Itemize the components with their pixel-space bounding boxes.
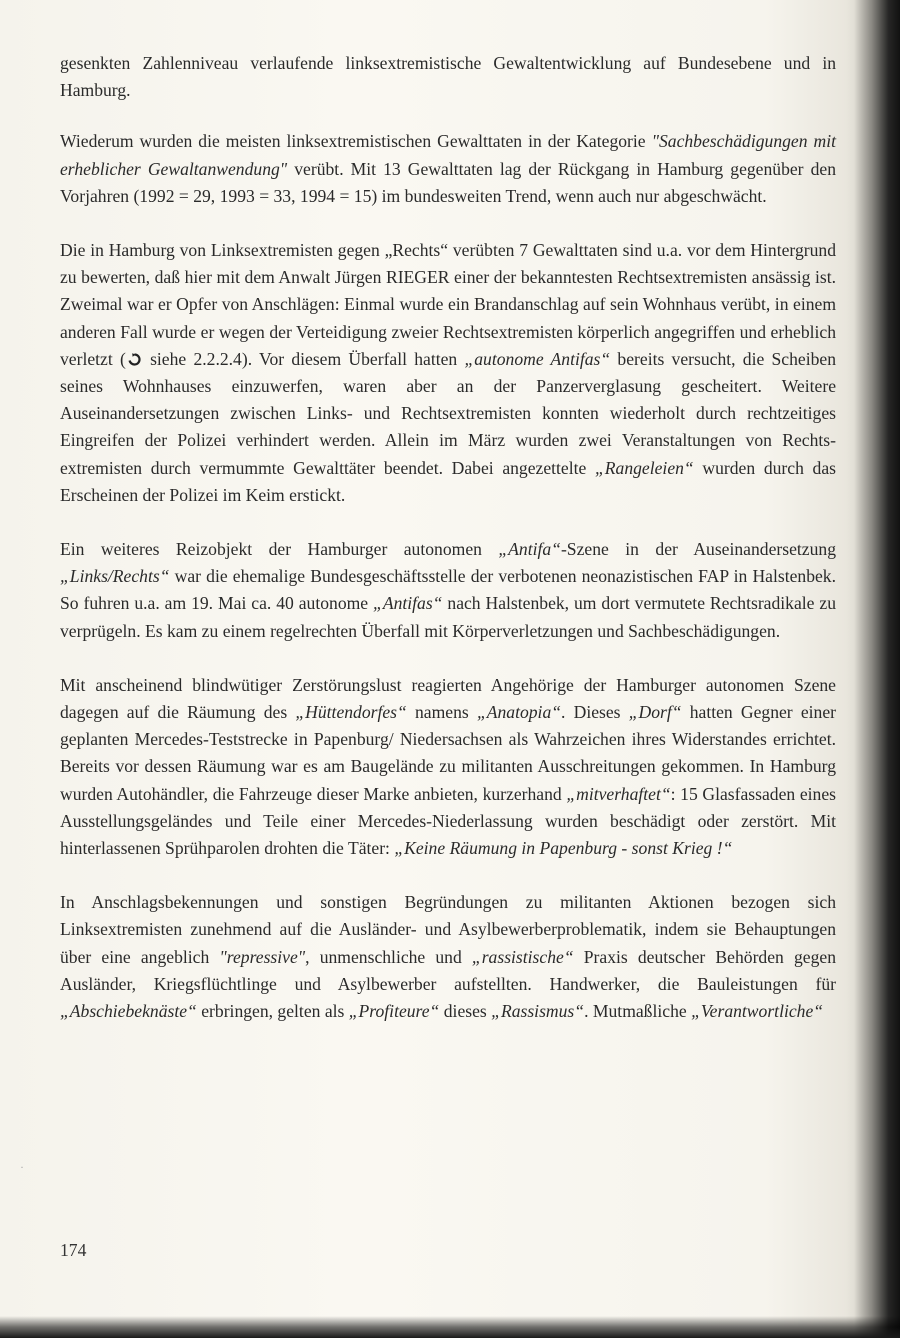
page-number: 174: [60, 1240, 87, 1260]
emphasis: „Abschiebeknäste“: [60, 1001, 197, 1022]
paragraph-2: Wiederum wurden die meisten linksextremistischen Gewalttaten in der Kategorie "Sachbeschädigungen mit erheblicher Gewaltanwendung" verübt. Mit 13 Gewalttaten lag der Rückgang in Hamburg gegenüber den Vorjahren (1992 = 29, 1993 = 33, 1994 = 15) im bundesweiten Trend, wenn auch nur abgeschwächt.: [60, 131, 837, 206]
emphasis: „Anatopia“: [476, 702, 562, 723]
emphasis: „Hüttendorfes“: [295, 702, 407, 723]
emphasis: „Verantwortliche“: [691, 1001, 824, 1022]
emphasis: „Keine Räumung in Papenburg - sonst Krieg !“: [394, 838, 733, 859]
circular-arrow-icon: [128, 347, 141, 360]
body-text: [60, 50, 836, 1052]
emphasis: „Antifa“: [498, 539, 561, 560]
paragraph-6: In Anschlagsbekennungen und sonstigen Begründungen zu militanten Aktionen bezogen sich Linksextremisten zunehmend auf die Ausländer- und Asylbewerberproblematik, indem sie Behauptungen über eine angeblich "repressive", unmenschliche und „rassistische“ Praxis deutscher Behörden gegen Ausländer, Kriegsflüchtlinge und Asylbewerber aufstellten. Handwerker, die Bauleistungen für „Abschiebeknäste“ erbringen, gelten als „Profiteure“ dieses „Rassismus“. Mutmaßliche „Verantwortliche“: [60, 892, 836, 1022]
page-bottom-shadow: [0, 1316, 900, 1338]
paragraph-5: Mit anscheinend blindwütiger Zerstörungslust reagierten Angehörige der Hamburger autonomen Szene dagegen auf die Räumung des „Hüttendorfes“ namens „Anatopia“. Dieses „Dorf“ hatten Gegner einer geplanten Mercedes-Teststrecke in Papenburg/ Niedersachsen als Wahrzeichen ihres Widerstandes errichtet. Bereits vor dessen Räumung war es am Baugelände zu militanten Ausschreitungen gekommen. In Hamburg wurden Autohändler, die Fahrzeuge dieser Marke anbieten, kurzerhand „mitverhaftet“: 15 Glasfassaden eines Ausstellungsgeländes und Teile einer Mercedes-Niederlassung wurden beschädigt oder zerstört. Mit hinterlassenen Sprühparolen drohten die Täter: „Keine Räumung in Papenburg - sonst Krieg !“: [60, 674, 837, 859]
emphasis: „Rangeleien“: [595, 457, 694, 478]
emphasis: „Rassismus“: [491, 1001, 585, 1022]
emphasis: „Profiteure“: [348, 1001, 440, 1022]
emphasis: „Links/Rechts“: [60, 566, 170, 587]
emphasis: „Antifas“: [373, 593, 443, 614]
emphasis: „mitverhaftet“: [566, 783, 671, 804]
emphasis: "repressive": [219, 946, 306, 967]
emphasis: „rassistische“: [471, 946, 574, 967]
paragraph-3: Die in Hamburg von Linksextremisten gegen „Rechts“ verübten 7 Gewalttaten sind u.a. vor dem Hintergrund zu bewerten, daß hier mit dem Anwalt Jürgen RIEGER einer der bekanntesten Rechtsextremisten ansässig ist. Zweimal war er Opfer von Anschlägen: Einmal wurde ein Brandanschlag auf sein Wohnhaus verübt, in einem anderen Fall wurde er wegen der Verteidigung zweier Rechtsextremisten körperlich angegriffen und erheblich verletzt ( siehe 2.2.2.4). Vor diesem Überfall hatten „autonome Antifas“ bereits versucht, die Scheiben seines Wohnhauses einzuwerfen, waren aber an der Panzerverglasung gescheitert. Weitere Auseinandersetzungen zwischen Links- und Rechtsextremisten konnten wiederholt durch rechtzeitiges Eingreifen der Polizei verhindert werden. Allein im März wurden zwei Veranstaltungen von Rechtsextremisten durch vermummte Gewalttäter beendet. Dabei angezettelte „Rangeleien“ wurden durch das Erscheinen der Polizei im Keim erstickt.: [60, 240, 837, 505]
emphasis: „autonome Antifas“: [464, 348, 611, 369]
book-spine-shadow: [854, 0, 900, 1338]
emphasis: "Sachbeschädigungen mit erheblicher Gewaltanwendung": [60, 131, 836, 179]
paragraph-4: Ein weiteres Reizobjekt der Hamburger autonomen „Antifa“-Szene in der Auseinandersetzung „Links/Rechts“ war die ehemalige Bundesgeschäftsstelle der verbotenen neonazistischen FAP in Halstenbek. So fuhren u.a. am 19. Mai ca. 40 autonome „Antifas“ nach Halstenbek, um dort vermutete Rechtsradikale zu verprügeln. Es kam zu einem regelrechten Überfall mit Körperverletzungen und Sachbeschädigungen.: [60, 539, 837, 641]
emphasis: „Dorf“: [628, 702, 682, 723]
margin-mark: ·: [20, 1160, 24, 1174]
paragraph-1: gesenkten Zahlenniveau verlaufende linksextremistische Gewaltentwicklung auf Bundesebene und in Hamburg.: [60, 53, 836, 101]
see-reference: siehe 2.2.2.4): [142, 348, 248, 369]
